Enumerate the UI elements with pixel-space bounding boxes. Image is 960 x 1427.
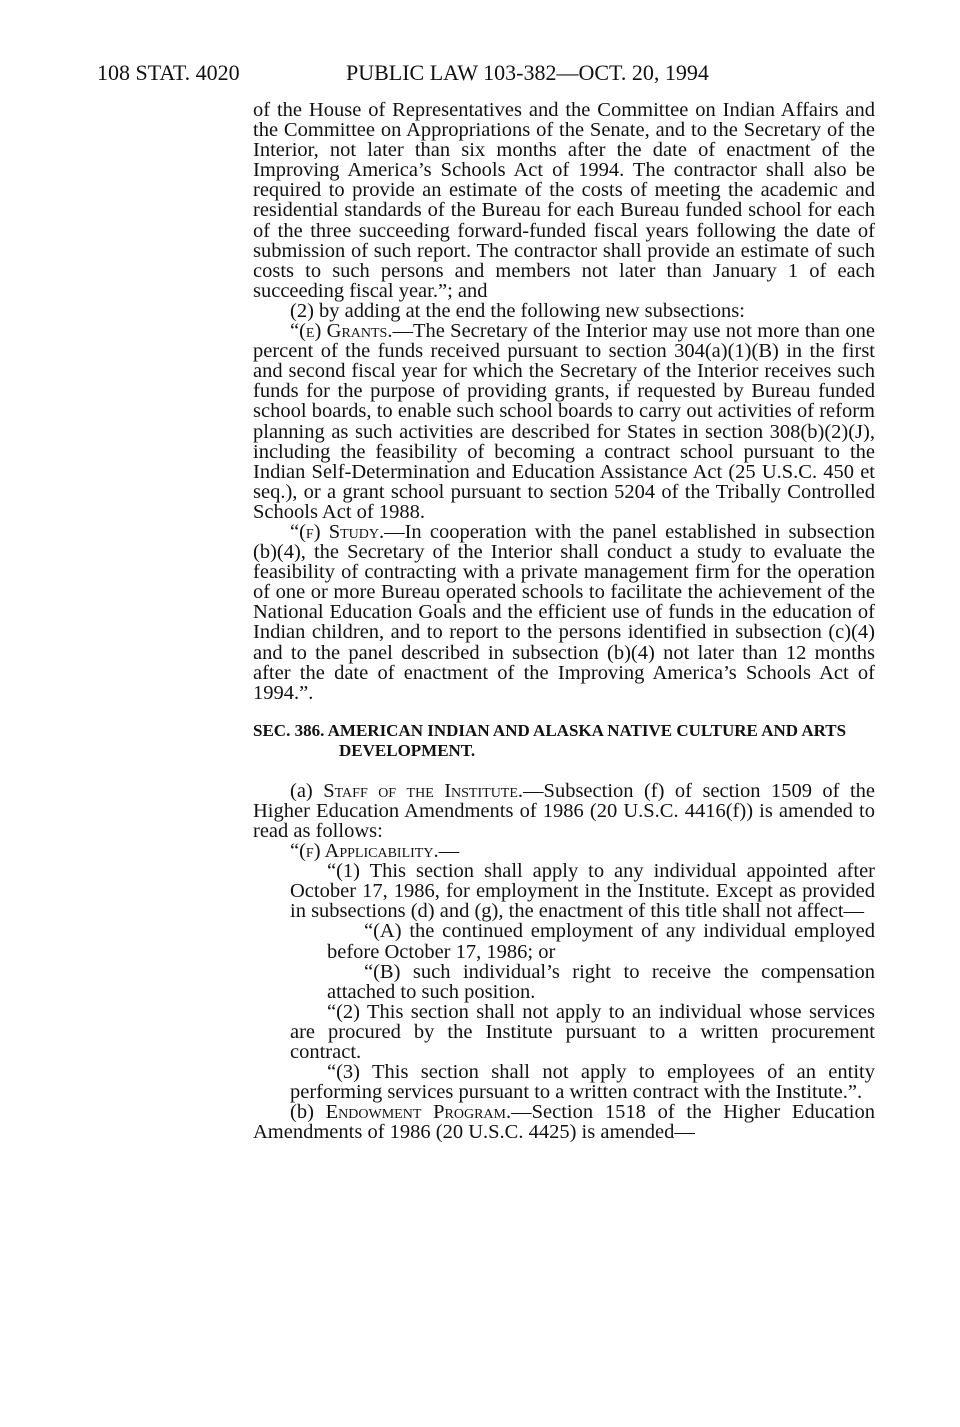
subsection-f-heading: “(f) Study. [290,520,385,543]
subsection-b-heading: Endowment Program. [325,1101,512,1124]
subsection-e [253,321,875,522]
body-text [253,100,875,1143]
subsection-f-study [253,522,875,703]
item-2: (2) by adding at the end the following new subsections: [290,299,745,322]
subsection-a-heading: Staff of the Institute. [323,779,524,802]
subparagraph-a: “(A) the continued employment of any individual employed before October 17, 1986; or [327,920,875,963]
section-386-heading: SEC. 386. AMERICAN INDIAN AND ALASKA NATIVE CULTURE AND ARTS DEVELOPMENT. [253,720,847,760]
subparagraph-b: “(B) such individual’s right to receive the compensation attached to such position. [327,960,875,1003]
subsection-e-text: —The Secretary of the Interior may use not more than one percent of the funds received pursuant to section 304(a)(1)(B) in the first and second fiscal year for which the Secretary of the Interior receives such funds for the purpose of providing grants, if requested by Bureau funded school boards, to enable such school boards to carry out activities of reform planning as such activities are described for States in section 308(b)(2)(J), including the feasibility of becoming a contract school pursuant to the Indian Self-Determination and Education Assistance Act (25 U.S.C. 450 et seq.), or a grant school pursuant to section 5204 of the Tribally Controlled Schools Act of 1988. [253,320,875,523]
subsection-a [253,781,875,841]
subsection-b-label: (b) [290,1101,326,1124]
running-header [0,58,960,88]
subsection-e-heading: “(e) Grants. [290,320,393,343]
applicability-heading-text: “(f) Applicability. [290,840,439,863]
paragraph-3: “(3) This section shall not apply to employees of an entity performing services pursuant to a written contract with the Institute.”. [290,1061,875,1104]
paragraph-1: “(1) This section shall apply to any individual appointed after October 17, 1986, for employment in the Institute. Except as provided in subsections (d) and (g), the enactment of this title shall not affect— [290,860,875,923]
applicability-dash: — [438,840,460,863]
subsection-a-label: (a) [290,779,324,802]
stat-page-number: 108 STAT. 4020 [97,60,240,85]
subsection-b-text: —Section 1518 of the Higher Education Amendments of 1986 (20 U.S.C. 4425) is amended— [253,1101,876,1144]
continued-paragraph: of the House of Representatives and the Committee on Indian Affairs and the Committee on Appropriations of the Senate, and to the Secretary of the Interior, not later than six months after the date of enactment of the Improving America’s Schools Act of 1994. The contractor shall also be required to provide an estimate of the costs of meeting the academic and residential standards of the Bureau for each Bureau funded school for each of the three succeeding forward-funded fiscal years following the date of submission of such report. The contractor shall provide an estimate of such costs to such persons and members not later than January 1 of each succeeding fiscal year.”; and [253,99,875,302]
subsection-b [253,1102,875,1142]
subsection-a-text: —Subsection (f) of section 1509 of the Higher Education Amendments of 1986 (20 U.S.C. 4416(f)) is amended to read as follows: [253,779,875,842]
applicability-heading [253,841,875,861]
law-citation: PUBLIC LAW 103-382—OCT. 20, 1994 [346,60,709,85]
paragraph-2: “(2) This section shall not apply to an individual whose services are procured by the Institute pursuant to a written procurement contract. [290,1000,875,1064]
subsection-f-text: —In cooperation with the panel established in subsection (b)(4), the Secretary of the Interior shall conduct a study to evaluate the feasibility of contracting with a private management firm for the operation of one or more Bureau operated schools to facilitate the achievement of the National Education Goals and the efficient use of funds in the education of Indian children, and to report to the persons identified in subsection (c)(4) and to the panel described in subsection (b)(4) not later than 12 months after the date of enactment of the Improving America’s Schools Act of 1994.”. [253,520,875,704]
